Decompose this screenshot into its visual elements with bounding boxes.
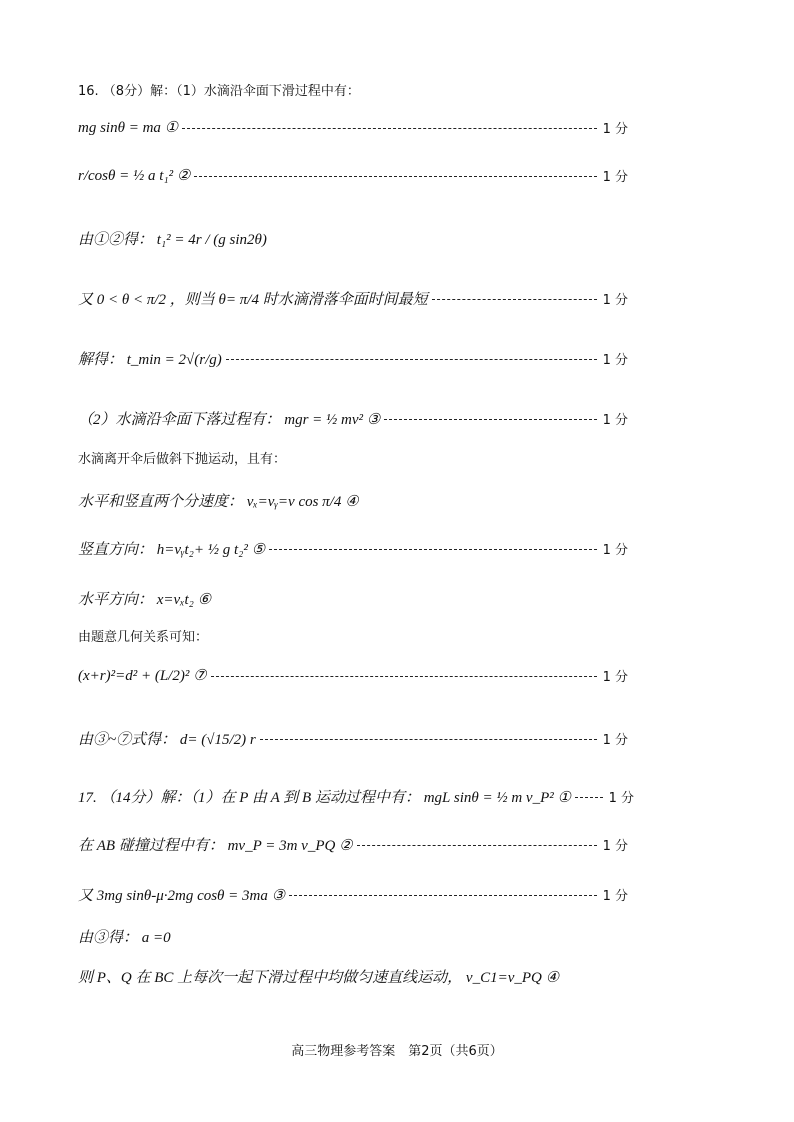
q16-components: 水平和竖直两个分速度： vₓ=vᵧ=v cos π/4 ④ [78, 494, 359, 510]
q16-throw: 水滴离开伞后做斜下抛运动，且有： [78, 452, 287, 467]
q16-eq1: mg sinθ = ma ① 1 分 [78, 120, 628, 137]
dash-leader [357, 845, 597, 846]
q16-tmin: 解得： t_min = 2√(r/g) 1 分 [78, 352, 628, 368]
q17-collision: 在 AB 碰撞过程中有： mv_P = 3m v_PQ ② 1 分 [78, 838, 628, 854]
q16-eq7: (x+r)²=d² + (L/2)² ⑦ 1 分 [78, 668, 628, 685]
q16-theta: 又 0 < θ < π/2 ，则当 θ= π/4 时水滴滑落伞面时间最短 1 分 [78, 292, 628, 308]
q16-geom: 由题意几何关系可知： [78, 630, 209, 645]
q16-eq2: r/cosθ = ½ a t₁² ② 1 分 [78, 168, 628, 185]
q16-header: 16. （8分）解：（1）水滴沿伞面下滑过程中有： [78, 84, 360, 99]
dash-leader [260, 739, 597, 740]
q16-horizontal: 水平方向： x=vₓt₂ ⑥ [78, 592, 212, 608]
q17-header: 17. （14分）解：（1）在 P 由 A 到 B 运动过程中有： mgL sinθ = ½ m v_P² ① 1 分 [78, 790, 634, 806]
q16-vertical: 竖直方向： h=vᵧt₂+ ½ g t₂² ⑤ 1 分 [78, 542, 628, 558]
dash-leader [182, 128, 596, 129]
q17-eq3: 又 3mg sinθ-μ·2mg cosθ = 3ma ③ 1 分 [78, 888, 628, 904]
q16-result: 由③~⑦式得： d= (√15/2) r 1 分 [78, 732, 628, 748]
dash-leader [226, 359, 597, 360]
dash-leader [575, 797, 603, 798]
page-footer: 高三物理参考答案 第2页（共6页） [291, 1044, 503, 1059]
dash-leader [289, 895, 597, 896]
q17-a: 由③得： a =0 [78, 930, 171, 946]
dash-leader [269, 549, 597, 550]
dash-leader [194, 176, 596, 177]
dash-leader [432, 299, 597, 300]
dash-leader [211, 676, 597, 677]
q16-t1: 由①②得： t₁² = 4r / (g sin2θ) [78, 232, 267, 248]
dash-leader [384, 419, 596, 420]
q16-part2: （2）水滴沿伞面下落过程有： mgr = ½ mv² ③ 1 分 [78, 412, 628, 428]
q17-uniform: 则 P、Q 在 BC 上每次一起下滑过程中均做匀速直线运动， v_C1=v_PQ ④ [78, 970, 560, 986]
